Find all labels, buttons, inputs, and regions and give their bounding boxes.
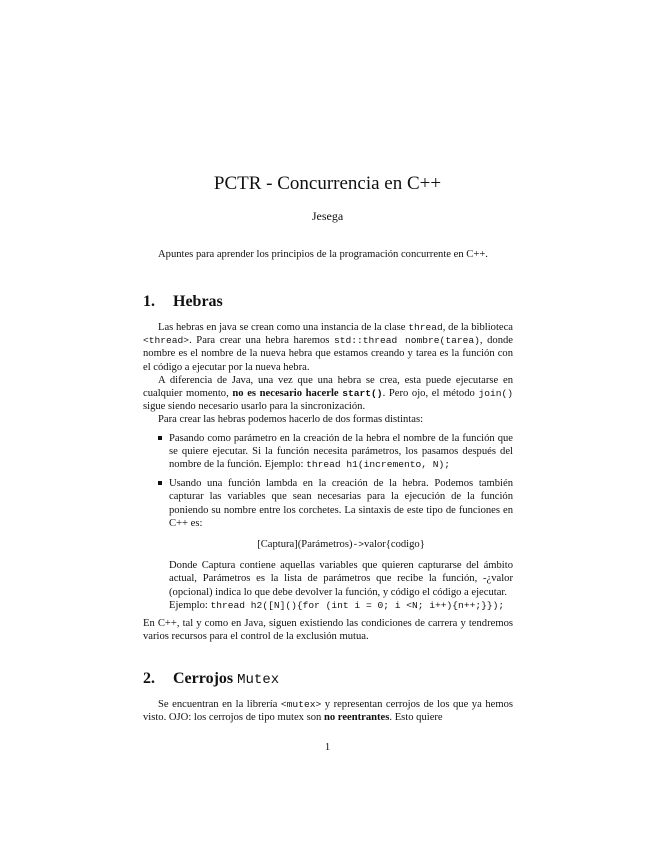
- text-run: sigue siendo necesario usarlo para la sincronización.: [143, 401, 366, 413]
- bold-text: no es necesario hacerle: [232, 388, 343, 400]
- section-2-title: Cerrojos: [173, 670, 238, 687]
- text-run: . Pero ojo, el método: [382, 388, 479, 400]
- text-run: . Para crear una hebra haremos: [189, 335, 334, 347]
- document-author: Jesega: [311, 209, 344, 223]
- abstract: [143, 248, 513, 261]
- text-run: Las hebras en java se crean como una instancia de la clase: [158, 322, 409, 333]
- section-1-paragraph-2: [143, 374, 513, 414]
- formula-arrow: ->: [352, 539, 365, 551]
- section-1-paragraph-1: [143, 321, 513, 374]
- list-item: [143, 432, 513, 472]
- text-run: , de la biblioteca: [442, 322, 513, 333]
- code-join: join(): [478, 388, 513, 400]
- code-mutex-header: <mutex>: [280, 699, 322, 710]
- text-run: Se encuentran en la librería: [158, 699, 281, 710]
- section-2-number: 2.: [143, 670, 155, 687]
- section-2-title-code: Mutex: [237, 672, 280, 688]
- text-run: A diferencia de Java, una vez que una hebra se crea, esta puede ejecutarse en cualquier momento,: [143, 374, 513, 400]
- section-1-title: Hebras: [173, 293, 223, 310]
- lambda-example: [169, 599, 513, 612]
- page-number: 1: [324, 742, 331, 753]
- bullet-icon: [158, 436, 162, 440]
- code-example-1: thread h1(incremento, N);: [306, 459, 451, 471]
- section-2-heading: [143, 669, 513, 690]
- abstract-text: Apuntes para aprender los principios de la programación concurrente en C++.: [158, 249, 488, 260]
- section-2-body: [143, 698, 513, 724]
- lambda-syntax-formula: [169, 538, 513, 551]
- text-run: , donde nombre es el nombre de la nueva hebra que estamos creando y tarea es la función con el código a ejecutar por la nueva hebra.: [143, 335, 514, 373]
- section-1-paragraph-3: Para crear las hebras podemos hacerlo de dos formas distintas:: [158, 414, 424, 426]
- code-example-2: thread h2([N](){for (int i = 0; i <N; i++){n++;}});: [210, 599, 505, 611]
- document-title: PCTR - Concurrencia en C++: [213, 173, 442, 194]
- code-thread: thread: [408, 322, 443, 333]
- section-1-heading: [143, 292, 513, 312]
- section-1-number: 1.: [143, 293, 155, 310]
- creation-methods-list: [143, 432, 513, 612]
- text-run: Pasando como parámetro en la creación de la hebra el nombre de la función que se quiere ejecutar. Si la función necesita parámetros, los pasamos después del nombre de la función. Ejemplo:: [169, 432, 513, 471]
- code-start: start(): [342, 388, 383, 400]
- list-item-text: [169, 432, 513, 472]
- section-2-paragraph-1: [143, 698, 513, 724]
- formula-part: [Captura](Parámetros): [257, 539, 353, 551]
- formula-part: valor{codigo}: [364, 539, 425, 551]
- bold-text: no reentrantes: [323, 712, 390, 724]
- section-1-body: [143, 321, 513, 643]
- list-item: [143, 477, 513, 612]
- list-item-text: Usando una función lambda en la creación de la hebra. Podemos también capturar las variables que sean necesarias para la ejecución de la función poniendo su nombre entre los corchetes. La sintaxis de este tipo de funciones en C++ es:: [169, 478, 513, 529]
- lambda-explanation: Donde Captura contiene aquellas variables que quieren capturarse del ámbito actual, Parámetros es la lista de parámetros que recibe la función, -¿valor (opcional) indica lo que debe devolver la función, y código el código a ejecutar.: [169, 560, 513, 598]
- text-run: y representan cerrojos de los que ya hemos visto. OJO: los cerrojos de tipo mutex son: [143, 699, 513, 724]
- text-run: . Esto quiere: [389, 712, 443, 724]
- bullet-icon: [158, 481, 162, 485]
- code-thread-constructor: std::thread nombre(tarea): [333, 335, 480, 347]
- text-run: Ejemplo:: [169, 599, 211, 611]
- code-thread-header: <thread>: [143, 335, 190, 347]
- section-1-paragraph-4: En C++, tal y como en Java, siguen existiendo las condiciones de carrera y tendremos varios recursos para el control de la exclusión mutua.: [143, 618, 513, 643]
